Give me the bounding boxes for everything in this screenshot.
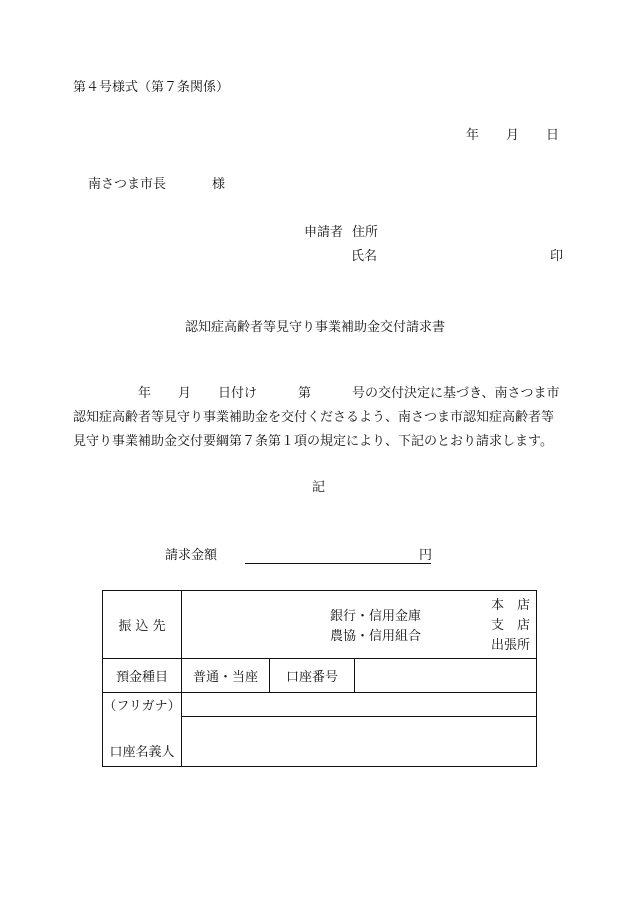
- body-line1-text: 号の交付決定に基づき、南さつま市: [352, 386, 560, 401]
- transfer-to-label: 振 込 先: [103, 591, 182, 659]
- bank-name-cell: [182, 591, 537, 659]
- date-month-label: 月: [506, 128, 520, 143]
- addressee-honorific: 様: [212, 177, 226, 192]
- amount-underline: [245, 563, 431, 564]
- date-day-label: 日: [546, 128, 560, 143]
- applicant-label: 申請者: [304, 225, 344, 240]
- amount-unit: 円: [419, 548, 433, 563]
- body-year: 年: [138, 386, 152, 401]
- body-line3: 見守り事業補助金交付要綱第７条第１項の規定により、下記のとおり請求します。: [73, 434, 553, 449]
- date-year-label: 年: [466, 128, 480, 143]
- account-number-label: 口座番号: [270, 659, 355, 693]
- body-dated: 日付け: [218, 386, 258, 401]
- bank-type-line2: 農協・信用組合: [330, 628, 422, 644]
- body-line2: 認知症高齢者等見守り事業補助金を交付くださるよう、南さつま市認知症高齢者等: [73, 410, 555, 425]
- furigana-label: （フリガナ）: [103, 693, 182, 717]
- ki-mark: 記: [312, 480, 326, 495]
- document-title: 認知症高齢者等見守り事業補助金交付請求書: [185, 320, 446, 335]
- branch-sub-office: 出張所: [491, 637, 531, 653]
- account-number-field: [355, 659, 537, 693]
- branch-branch: 支 店: [491, 617, 531, 633]
- account-holder-field: [182, 717, 537, 767]
- bank-transfer-table: [102, 590, 537, 767]
- form-number: 第４号様式（第７条関係）: [73, 80, 230, 95]
- applicant-address-label: 住所: [352, 225, 379, 240]
- seal-mark: 印: [550, 249, 564, 264]
- body-number-prefix: 第: [298, 386, 312, 401]
- body-month: 月: [178, 386, 192, 401]
- branch-head-office: 本 店: [491, 597, 531, 613]
- applicant-name-label: 氏名: [351, 249, 378, 264]
- account-holder-label: 口座名義人: [103, 717, 182, 767]
- addressee-name: 南さつま市長: [88, 177, 167, 192]
- furigana-field: [182, 693, 537, 717]
- deposit-type-label: 預金種目: [103, 659, 182, 693]
- bank-type-line1: 銀行・信用金庫: [330, 608, 422, 624]
- amount-label: 請求金額: [165, 548, 218, 563]
- deposit-type-value: 普通・当座: [182, 659, 270, 693]
